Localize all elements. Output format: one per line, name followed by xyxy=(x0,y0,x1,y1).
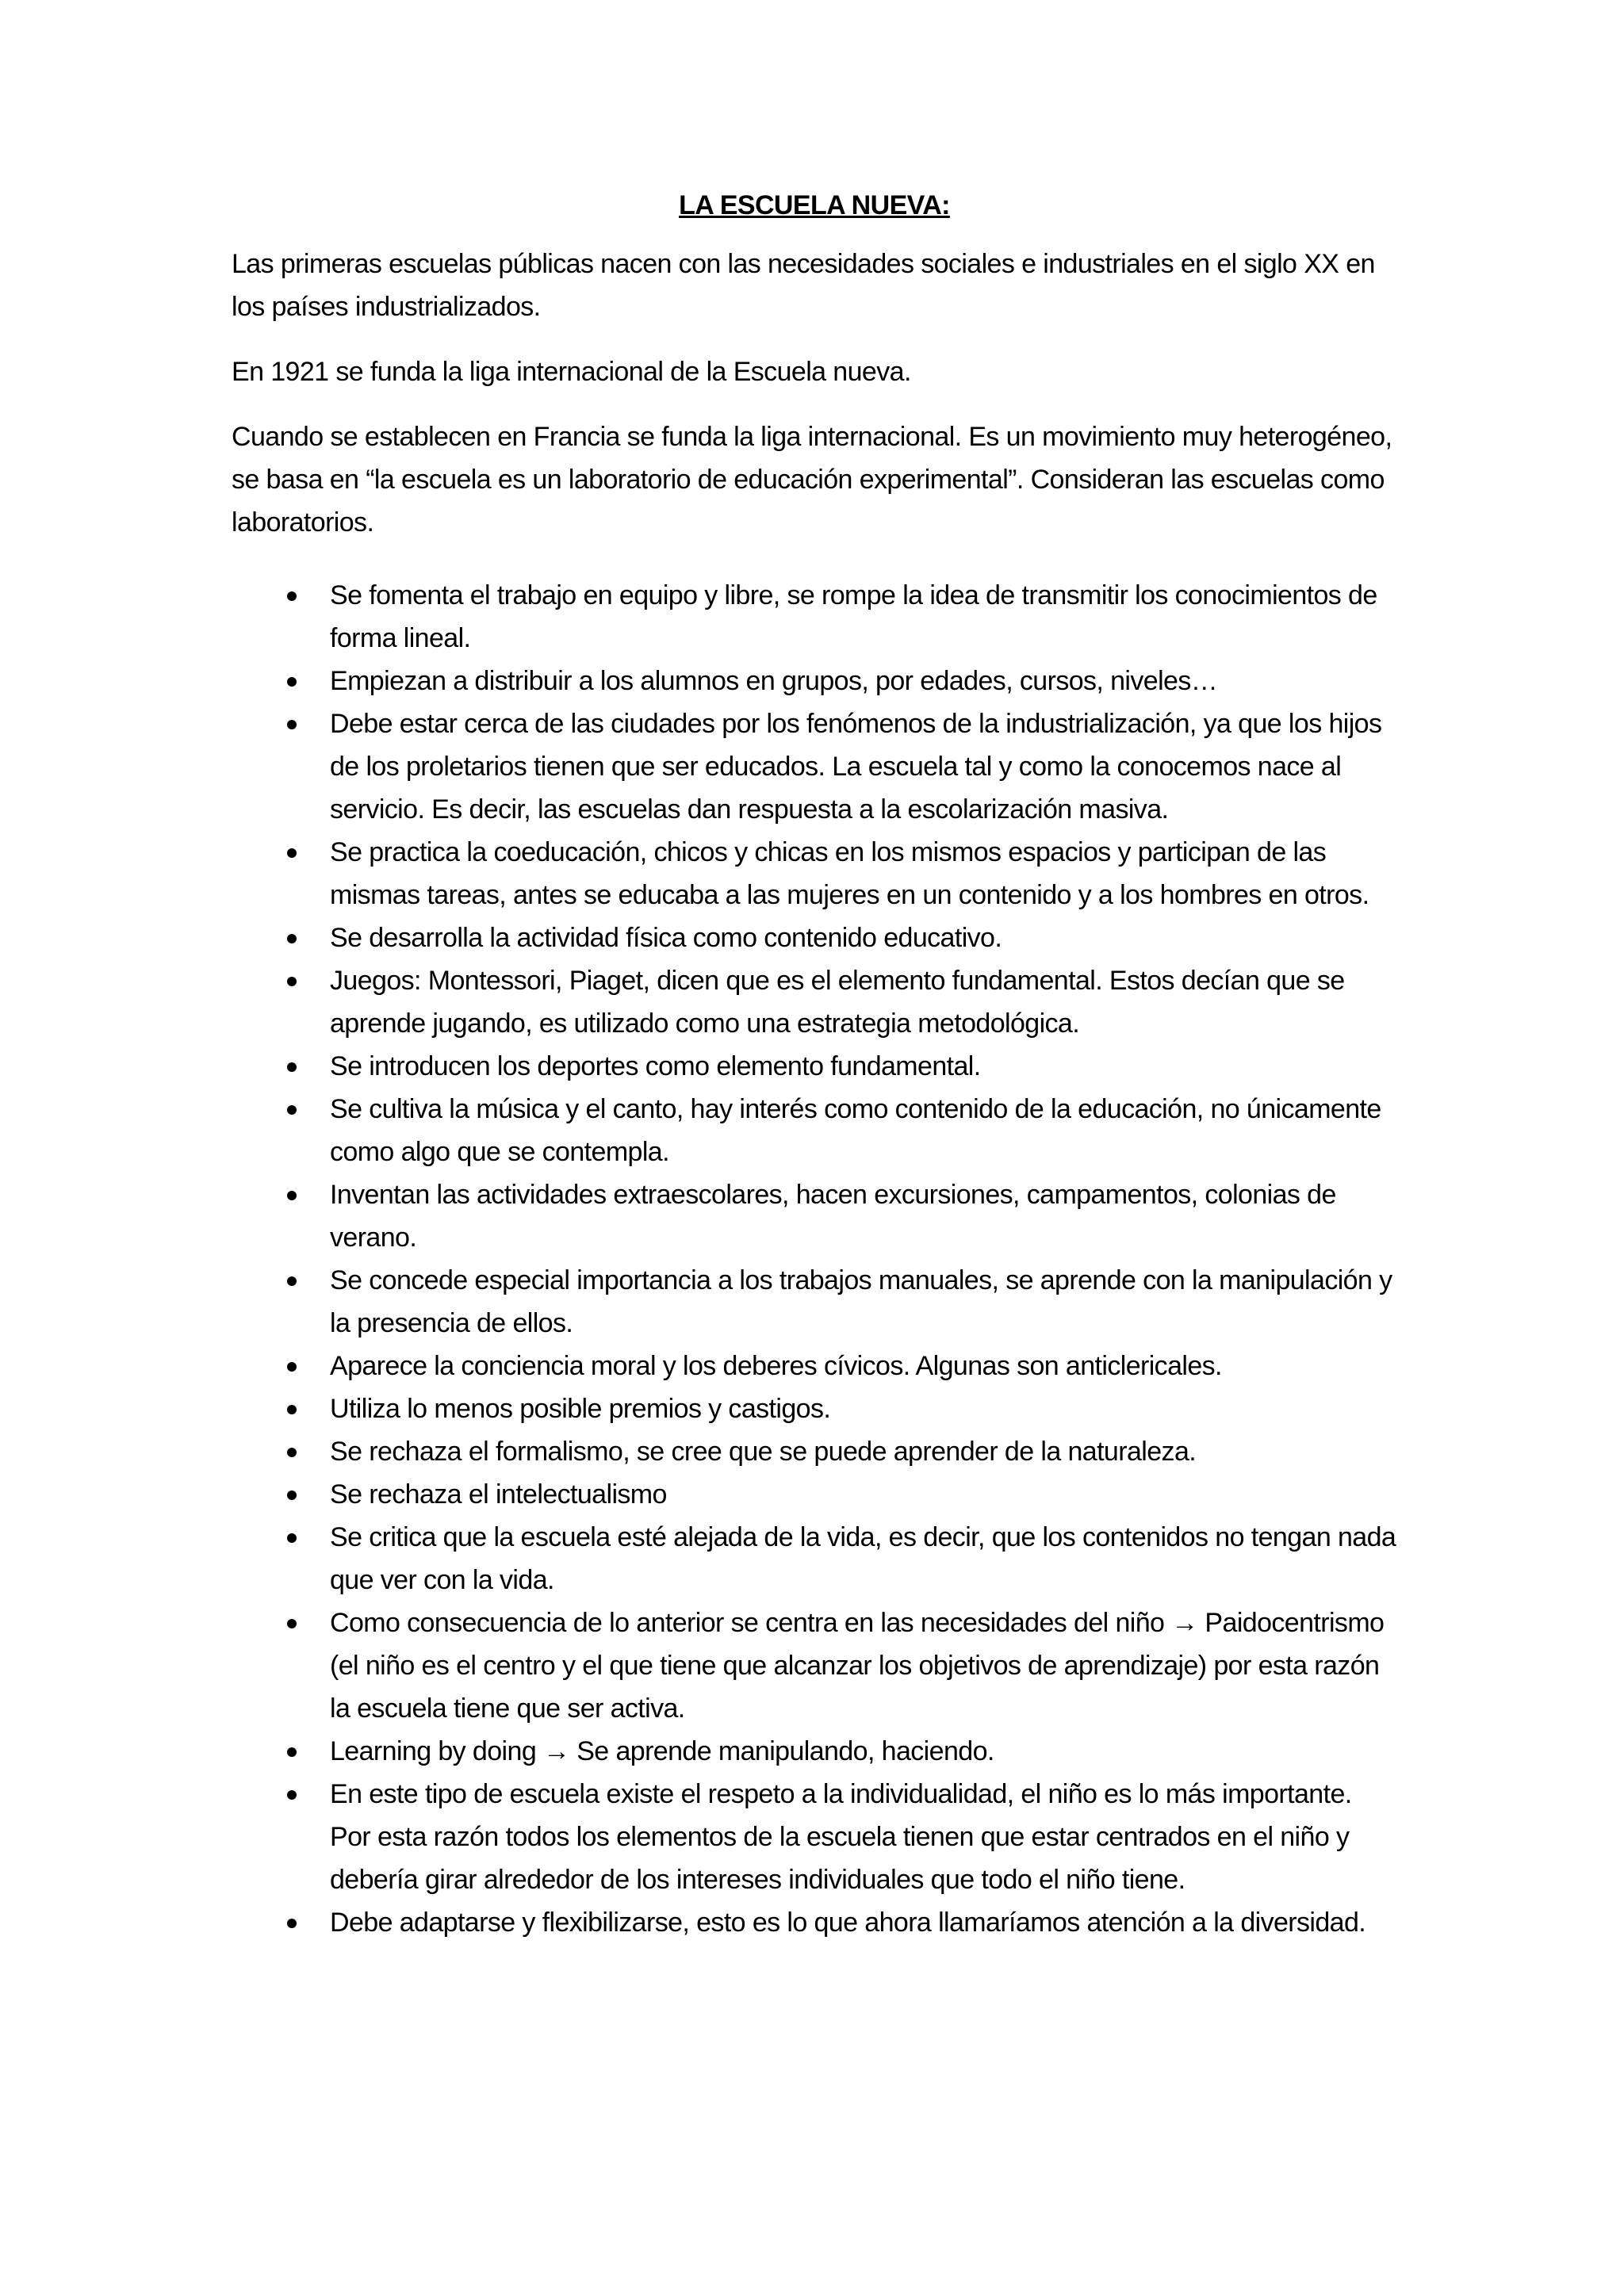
bullet-item xyxy=(232,1345,1397,1387)
bullet-text: Debe estar cerca de las ciudades por los fenómenos de la industrialización, ya que los hijos de los proletarios tienen que ser educados. La escuela tal y como la conocemos nace al servicio. Es decir, las escuelas dan respuesta a la escolarización masiva. xyxy=(330,709,1382,825)
bullet-list xyxy=(232,574,1397,1944)
bullet-dot-icon xyxy=(287,1490,297,1500)
bullet-text: Se concede especial importancia a los trabajos manuales, se aprende con la manipulación y la presencia de ellos. xyxy=(330,1265,1392,1338)
bullet-text: Se practica la coeducación, chicos y chicas en los mismos espacios y participan de las mismas tareas, antes se educaba a las mujeres en un contenido y a los hombres en otros. xyxy=(330,837,1369,910)
bullet-text: Utiliza lo menos posible premios y castigos. xyxy=(330,1394,831,1424)
bullet-text: Learning by doing → Se aprende manipulando, haciendo. xyxy=(330,1736,994,1766)
bullet-text: Empiezan a distribuir a los alumnos en grupos, por edades, cursos, niveles… xyxy=(330,666,1218,696)
bullet-text: Se desarrolla la actividad física como contenido educativo. xyxy=(330,923,1002,953)
bullet-dot-icon xyxy=(287,977,297,986)
bullet-item xyxy=(232,1601,1397,1730)
document-title: LA ESCUELA NUEVA: xyxy=(679,190,950,220)
bullet-text: Se rechaza el intelectualismo xyxy=(330,1479,667,1510)
bullet-dot-icon xyxy=(287,677,297,687)
intro-paragraph-2: En 1921 se funda la liga internacional de la Escuela nueva. xyxy=(232,357,911,387)
bullet-item xyxy=(232,1901,1397,1944)
bullet-dot-icon xyxy=(287,1405,297,1414)
bullet-text: Se introducen los deportes como elemento fundamental. xyxy=(330,1051,981,1081)
bullet-dot-icon xyxy=(287,1919,297,1928)
bullet-item xyxy=(232,702,1397,831)
bullet-dot-icon xyxy=(287,934,297,943)
bullet-text: En este tipo de escuela existe el respeto a la individualidad, el niño es lo más importante. Por esta razón todos los elementos de la escuela tienen que estar centrados en el niño y debería girar alrededor de los intereses individuales que todo el niño tiene. xyxy=(330,1779,1352,1895)
bullet-dot-icon xyxy=(287,591,297,601)
document-page xyxy=(232,184,1397,1944)
bullet-item xyxy=(232,1173,1397,1259)
bullet-dot-icon xyxy=(287,1105,297,1115)
bullet-item xyxy=(232,660,1397,702)
bullet-text: Debe adaptarse y flexibilizarse, esto es lo que ahora llamaríamos atención a la diversidad. xyxy=(330,1908,1366,1938)
bullet-dot-icon xyxy=(287,1276,297,1286)
bullet-text: Se critica que la escuela esté alejada de la vida, es decir, que los contenidos no tengan nada que ver con la vida. xyxy=(330,1522,1396,1595)
bullet-item xyxy=(232,1473,1397,1516)
bullet-text: Como consecuencia de lo anterior se centra en las necesidades del niño → Paidocentrismo (el niño es el centro y el que tiene que alcanzar los objetivos de aprendizaje) por esta razón la escuela tiene que ser activa. xyxy=(330,1608,1385,1724)
bullet-text: Aparece la conciencia moral y los deberes cívicos. Algunas son anticlericales. xyxy=(330,1351,1222,1381)
bullet-dot-icon xyxy=(287,720,297,729)
bullet-item xyxy=(232,1259,1397,1345)
bullet-item xyxy=(232,959,1397,1045)
bullet-item xyxy=(232,1730,1397,1773)
bullet-item xyxy=(232,1387,1397,1430)
bullet-text: Se fomenta el trabajo en equipo y libre, se rompe la idea de transmitir los conocimientos de forma lineal. xyxy=(330,580,1377,653)
bullet-item xyxy=(232,1773,1397,1901)
bullet-text: Inventan las actividades extraescolares, hacen excursiones, campamentos, colonias de verano. xyxy=(330,1180,1336,1253)
bullet-text: Se cultiva la música y el canto, hay interés como contenido de la educación, no únicamente como algo que se contempla. xyxy=(330,1094,1381,1167)
bullet-item xyxy=(232,1430,1397,1473)
intro-paragraph-3: Cuando se establecen en Francia se funda la liga internacional. Es un movimiento muy heterogéneo, se basa en “la escuela es un laboratorio de educación experimental”. Consideran las escuelas como laboratorios. xyxy=(232,422,1392,538)
bullet-item xyxy=(232,831,1397,916)
bullet-dot-icon xyxy=(287,1448,297,1457)
bullet-dot-icon xyxy=(287,1191,297,1200)
bullet-text: Juegos: Montessori, Piaget, dicen que es el elemento fundamental. Estos decían que se aprende jugando, es utilizado como una estrategia metodológica. xyxy=(330,966,1345,1039)
bullet-dot-icon xyxy=(287,1533,297,1543)
bullet-item xyxy=(232,1088,1397,1173)
bullet-dot-icon xyxy=(287,1747,297,1757)
bullet-dot-icon xyxy=(287,1790,297,1800)
bullet-item xyxy=(232,1045,1397,1088)
bullet-dot-icon xyxy=(287,1062,297,1072)
bullet-dot-icon xyxy=(287,1362,297,1372)
bullet-dot-icon xyxy=(287,848,297,858)
bullet-item xyxy=(232,1516,1397,1601)
bullet-item xyxy=(232,574,1397,660)
bullet-text: Se rechaza el formalismo, se cree que se puede aprender de la naturaleza. xyxy=(330,1437,1197,1467)
intro-paragraph-1: Las primeras escuelas públicas nacen con las necesidades sociales e industriales en el siglo XX en los países industrializados. xyxy=(232,249,1375,322)
bullet-dot-icon xyxy=(287,1619,297,1628)
bullet-item xyxy=(232,916,1397,959)
